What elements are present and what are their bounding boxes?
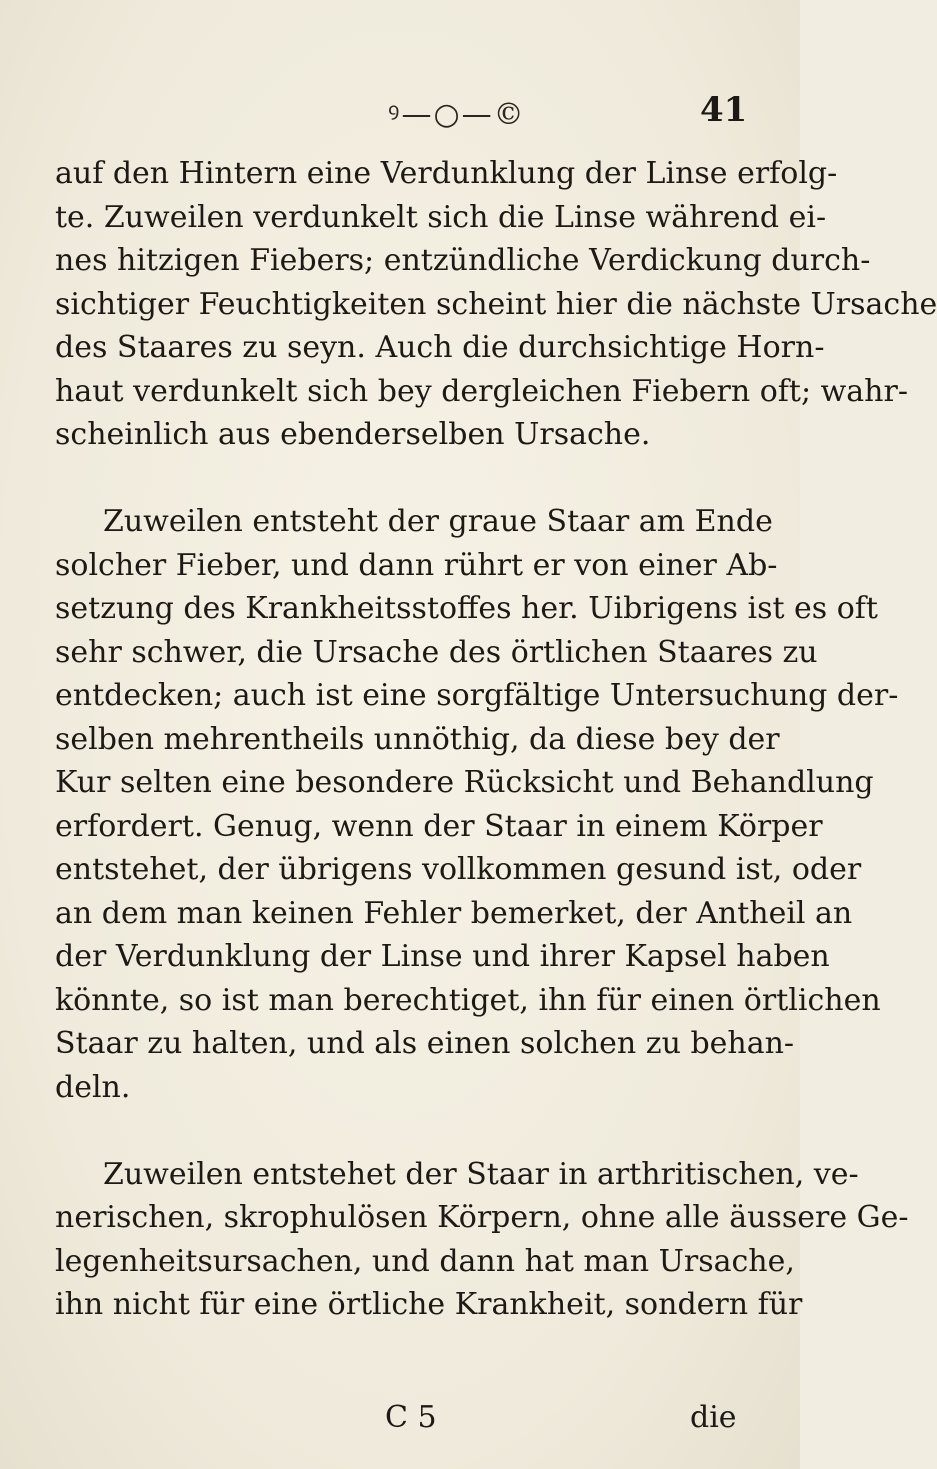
text-line: ihn nicht für eine örtliche Krankheit, sondern für	[55, 1287, 803, 1322]
paragraph-gap	[55, 1109, 735, 1153]
text-line: sehr schwer, die Ursache des örtlichen Staares zu	[55, 634, 818, 670]
text-line: entdecken; auch ist eine sorgfältige Untersuchung der-	[55, 678, 899, 713]
header-ornament: ꝰ—○—©	[388, 97, 526, 132]
text-line: haut verdunkelt sich bey dergleichen Fiebern oft; wahr-	[55, 373, 908, 409]
text-line: selben mehrentheils unnöthig, da diese bey der	[55, 721, 780, 757]
text-line: nes hitzigen Fiebers; entzündliche Verdickung durch-	[55, 243, 871, 278]
text-line: Kur selten eine besondere Rücksicht und Behandlung	[55, 765, 874, 800]
text-line: der Verdunklung der Linse und ihrer Kapsel haben	[55, 939, 830, 974]
paragraph	[55, 152, 937, 457]
text-line: deln.	[55, 1069, 131, 1105]
body-text	[55, 152, 937, 1327]
page-header	[0, 92, 800, 132]
text-line: könnte, so ist man berechtiget, ihn für einen örtlichen	[55, 982, 881, 1018]
page-footer	[0, 1400, 800, 1444]
signature-mark: C 5	[385, 1400, 437, 1435]
text-line: auf den Hintern eine Verdunklung der Linse erfolg-	[55, 156, 838, 191]
text-line: entstehet, der übrigens vollkommen gesund ist, oder	[55, 852, 862, 887]
text-line: scheinlich aus ebenderselben Ursache.	[55, 417, 651, 452]
paragraph-gap	[55, 457, 735, 501]
text-line: erfordert. Genug, wenn der Staar in einem Körper	[55, 808, 823, 844]
text-line: sichtiger Feuchtigkeiten scheint hier die nächste Ursache	[55, 286, 937, 322]
text-line: des Staares zu seyn. Auch die durchsichtige Horn-	[55, 330, 825, 365]
paragraph	[55, 1153, 909, 1327]
text-line: legenheitsursachen, und dann hat man Ursache,	[55, 1243, 795, 1279]
paragraph	[55, 500, 899, 1109]
text-line: Zuweilen entsteht der graue Staar am Ende	[103, 504, 773, 539]
text-line: te. Zuweilen verdunkelt sich die Linse während ei-	[55, 199, 827, 235]
text-line: an dem man keinen Fehler bemerket, der Antheil an	[55, 895, 853, 931]
text-line: Zuweilen entstehet der Staar in arthritischen, ve-	[103, 1156, 859, 1192]
text-line: setzung des Krankheitsstoffes her. Uibrigens ist es oft	[55, 591, 878, 626]
text-line: nerischen, skrophulösen Körpern, ohne alle äussere Ge-	[55, 1200, 909, 1235]
text-line: solcher Fieber, und dann rührt er von einer Ab-	[55, 547, 778, 583]
page-number: 41	[700, 90, 748, 130]
catchword: die	[690, 1400, 737, 1435]
text-line: Staar zu halten, und als einen solchen zu behan-	[55, 1026, 795, 1061]
